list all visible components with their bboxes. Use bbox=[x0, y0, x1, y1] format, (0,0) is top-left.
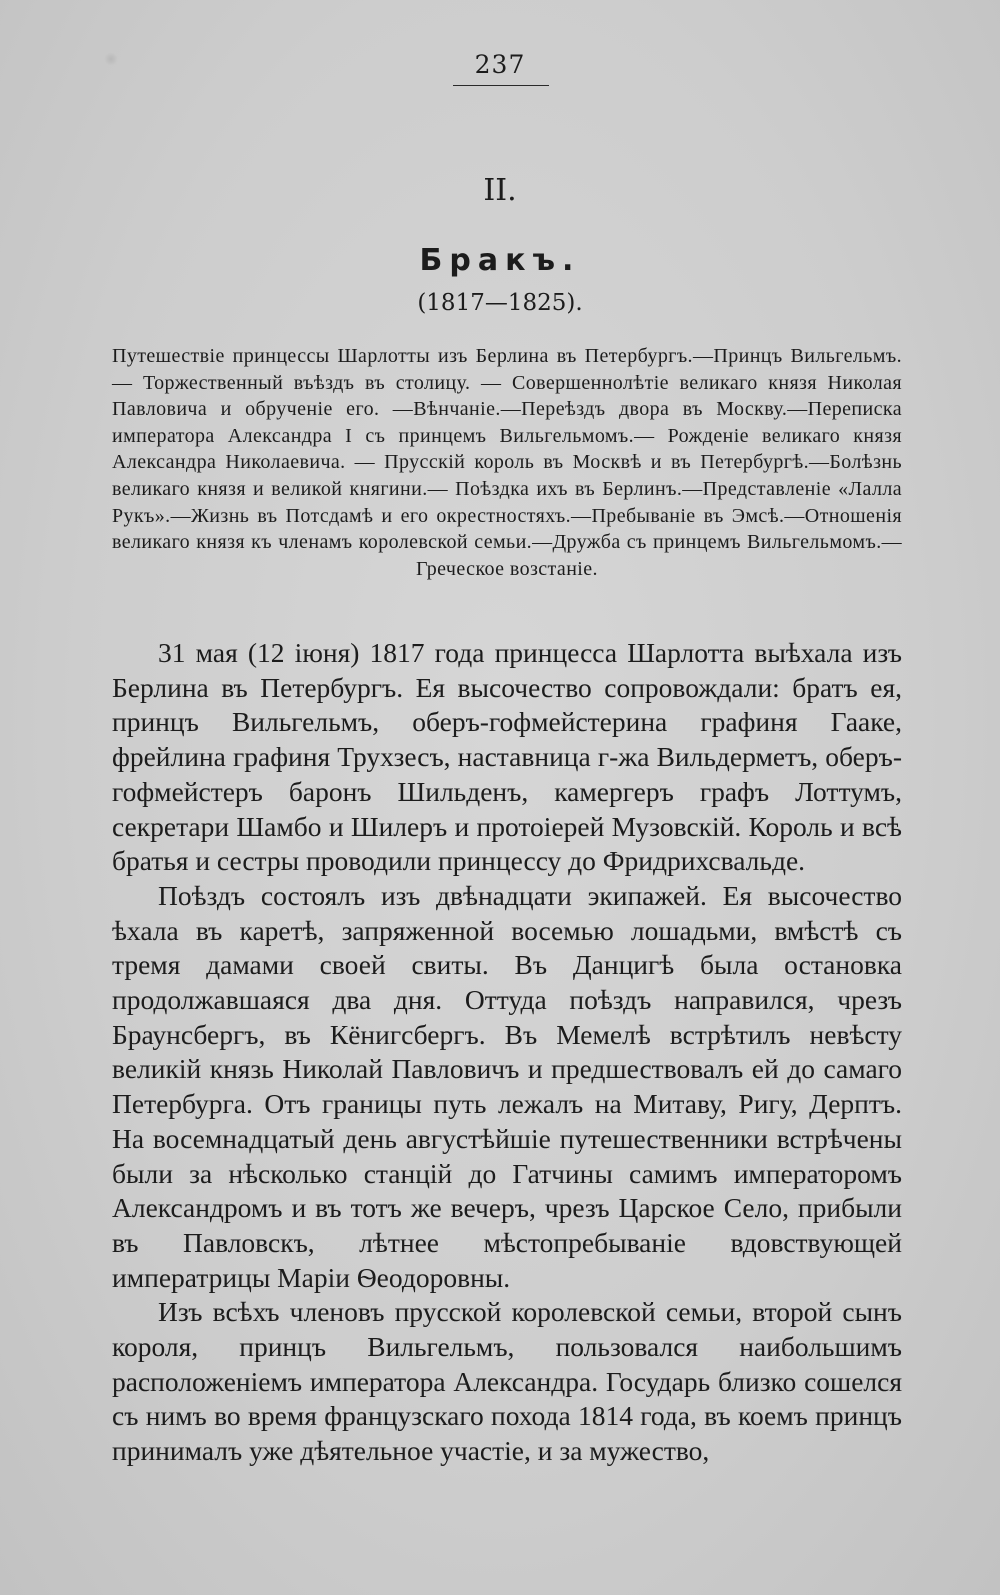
paragraph: Изъ всѣхъ членовъ прусской королевской семьи, второй сынъ короля, принцъ Вильгельмъ, пользовался наибольшимъ расположеніемъ императора Александра. Государь близко сошелся съ нимъ во время французскаго похода 1814 года, въ коемъ принцъ принималъ уже дѣятельное участіе, и за мужество, bbox=[112, 1296, 902, 1467]
chapter-years: (1817—1825). bbox=[417, 290, 583, 316]
chapter-title: Бракъ. bbox=[419, 243, 581, 278]
paragraph: 31 мая (12 іюня) 1817 года принцесса Шарлотта выѣхала изъ Берлина въ Петербургъ. Ея высочество сопровождали: братъ ея, принцъ Вильгельмъ, оберъ-гофмейстерина графиня Гааке, фрейлина графиня Трухзесъ, наставница г-жа Вильдерметъ, оберъ-гофмейстеръ баронъ Шильденъ, камергеръ графъ Лоттумъ, секретари Шамбо и Шилеръ и протоіерей Музовскій. Король и всѣ братья и сестры проводили принцессу до Фридрихсвальде. bbox=[112, 637, 902, 877]
chapter-number: II. bbox=[483, 173, 517, 208]
paragraph: Поѣздъ состоялъ изъ двѣнадцати экипажей. Ея высочество ѣхала въ каретѣ, запряженной восемью лошадьми, вмѣстѣ съ тремя дамами своей свиты. Въ Данцигѣ была остановка продолжавшаяся два дня. Оттуда поѣздъ направился, чрезъ Браунсбергъ, въ Кёнигсбергъ. Въ Мемелѣ встрѣтилъ невѣсту великій князь Николай Павловичъ и предшествовалъ ей до самаго Петербурга. Отъ границы путь лежалъ на Митаву, Ригу, Дерптъ. На восемнадцатый день августѣйшіе путешественники встрѣчены были за нѣсколько станцій до Гатчины самимъ императоромъ Александромъ и въ тотъ же вечеръ, чрезъ Царское Село, прибыли въ Павловскъ, лѣтнее мѣстопребываніе вдовствующей императрицы Маріи Ѳеодоровны. bbox=[112, 879, 902, 1293]
body-text bbox=[112, 636, 902, 1469]
page-number: 237 bbox=[474, 50, 526, 79]
page-number-rule bbox=[453, 85, 549, 86]
chapter-summary: Путешествіе принцессы Шарлотты изъ Берлина въ Петербургъ.—Принцъ Вильгельмъ. — Торжественный въѣздъ въ столицу. — Совершеннолѣтіе великаго князя Николая Павловича и обрученіе его. —Вѣнчаніе.—Переѣздъ двора въ Москву.—Переписка императора Александра I съ принцемъ Вильгельмомъ.— Рожденіе великаго князя Александра Николаевича. — Прусскій король въ Москвѣ и въ Петербургѣ.—Болѣзнь великаго князя и великой княгини.— Поѣздка ихъ въ Берлинъ.—Представленіе «Лалла Рукъ».—Жизнь въ Потсдамѣ и его окрестностяхъ.—Пребываніе въ Эмсѣ.—Отношенія великаго князя къ членамъ королевской семьи.—Дружба съ принцемъ Вильгельмомъ.— Греческое возстаніе. bbox=[112, 345, 902, 580]
